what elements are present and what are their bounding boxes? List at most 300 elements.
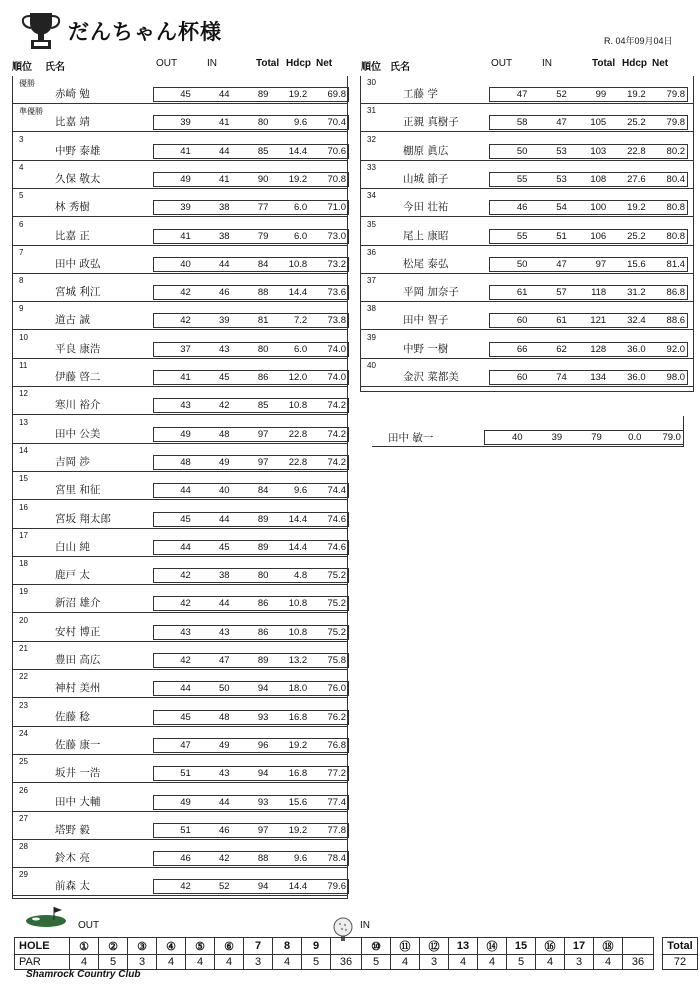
hole-par: 4 xyxy=(215,955,244,970)
hdcp-value: 22.8 xyxy=(288,456,308,468)
hole-number: ⑤ xyxy=(186,938,215,955)
player-row xyxy=(13,585,347,613)
player-row xyxy=(13,784,347,812)
player-row xyxy=(361,359,693,387)
hole-number: ⑪ xyxy=(391,938,420,955)
rank-label: 7 xyxy=(19,247,24,257)
net-score: 76.2 xyxy=(327,711,346,723)
par-label: PAR xyxy=(15,955,70,970)
in-total-header xyxy=(623,938,654,955)
out-score: 42 xyxy=(180,655,191,666)
hdcp-value: 12.0 xyxy=(288,372,308,383)
hdcp-value: 19.2 xyxy=(288,89,308,100)
total-score: 94 xyxy=(257,683,269,695)
out-label: OUT xyxy=(78,920,100,931)
in-score: 38 xyxy=(219,570,230,582)
player-name: 久保 敬太 xyxy=(55,172,101,185)
out-score: 40 xyxy=(180,258,191,270)
hole-number: ① xyxy=(70,938,99,955)
player-name: 塔野 毅 xyxy=(55,823,90,836)
out-score: 37 xyxy=(180,343,191,355)
hdcp-value: 15.6 xyxy=(288,796,308,808)
total-score: 97 xyxy=(257,428,269,440)
hole-par: 5 xyxy=(362,955,391,970)
net-score: 74.2 xyxy=(327,428,346,440)
player-row xyxy=(13,727,347,755)
out-score: 40 xyxy=(512,432,523,443)
hole-par: 5 xyxy=(507,955,536,970)
hole-label: HOLE xyxy=(15,938,70,955)
player-row xyxy=(13,670,347,698)
out-score: 55 xyxy=(516,230,528,242)
rank-label: 16 xyxy=(19,502,28,512)
total-score: 80 xyxy=(257,117,269,129)
header-in: IN xyxy=(542,58,552,69)
score-cells xyxy=(489,200,688,215)
total-score: 77 xyxy=(257,202,269,214)
net-score: 76.0 xyxy=(327,683,346,695)
player-row xyxy=(361,274,693,302)
total-score: 97 xyxy=(257,456,269,468)
hdcp-value: 9.6 xyxy=(293,485,308,497)
rank-label: 26 xyxy=(19,785,28,795)
rank-label: 19 xyxy=(19,587,28,597)
header-in: IN xyxy=(207,58,217,69)
total-score: 94 xyxy=(257,768,269,780)
par-table xyxy=(14,937,698,970)
hdcp-value: 14.4 xyxy=(288,881,308,893)
total-score: 118 xyxy=(591,287,607,299)
total-score: 99 xyxy=(595,89,607,100)
rank-label: 35 xyxy=(367,219,376,229)
score-cells xyxy=(153,370,349,385)
net-score: 77.2 xyxy=(327,768,346,780)
results-list-left xyxy=(12,76,348,899)
rank-label: 29 xyxy=(19,870,28,880)
in-score: 44 xyxy=(219,796,230,808)
hdcp-value: 27.6 xyxy=(627,173,646,185)
hdcp-value: 14.4 xyxy=(288,513,308,525)
player-name: 安村 博正 xyxy=(55,625,101,638)
header-name: 氏名 xyxy=(45,62,65,73)
score-cells xyxy=(153,795,349,810)
player-row xyxy=(13,501,347,529)
in-score: 53 xyxy=(556,145,567,157)
in-score: 52 xyxy=(219,881,230,893)
player-row xyxy=(13,331,347,359)
rank-label: 28 xyxy=(19,842,28,852)
player-row xyxy=(13,868,347,896)
score-cells xyxy=(489,144,688,159)
player-row xyxy=(13,614,347,642)
total-score: 86 xyxy=(257,626,269,638)
hdcp-value: 22.8 xyxy=(627,145,646,157)
score-cells xyxy=(153,455,349,470)
rank-label: 14 xyxy=(19,445,28,455)
score-cells xyxy=(153,115,349,130)
score-cells xyxy=(153,625,349,640)
player-row xyxy=(13,557,347,585)
score-cells xyxy=(153,313,349,328)
score-cells xyxy=(153,200,349,215)
player-name: 神村 美州 xyxy=(55,682,101,695)
player-row xyxy=(361,189,693,217)
out-score: 50 xyxy=(516,145,528,157)
net-score: 73.2 xyxy=(327,258,346,270)
player-row xyxy=(13,274,347,302)
hdcp-value: 25.2 xyxy=(627,230,646,242)
hdcp-value: 22.8 xyxy=(288,428,308,440)
hdcp-value: 6.0 xyxy=(293,343,308,355)
net-score: 70.6 xyxy=(327,145,346,157)
score-cells xyxy=(153,766,349,781)
player-name: 宮坂 翔太郎 xyxy=(55,512,111,525)
extra-player-row xyxy=(372,428,684,447)
hdcp-value: 16.8 xyxy=(288,711,308,723)
total-score: 85 xyxy=(257,145,269,157)
in-score: 45 xyxy=(219,541,230,553)
header-total: Total xyxy=(256,58,280,69)
player-row xyxy=(13,444,347,472)
out-score: 41 xyxy=(180,372,191,383)
total-score: 128 xyxy=(590,343,607,355)
hdcp-value: 13.2 xyxy=(288,655,308,666)
player-row xyxy=(13,387,347,415)
in-score: 51 xyxy=(556,230,567,242)
net-score: 75.2 xyxy=(327,626,346,638)
net-score: 74.0 xyxy=(327,343,346,355)
out-score: 58 xyxy=(516,117,528,129)
total-score: 93 xyxy=(257,796,269,808)
in-score: 57 xyxy=(556,287,567,299)
in-score: 38 xyxy=(219,202,230,214)
hole-number: 15 xyxy=(507,938,536,955)
score-cells xyxy=(153,653,349,668)
out-score: 43 xyxy=(180,400,191,412)
net-score: 74.2 xyxy=(327,400,346,412)
player-row xyxy=(13,218,347,246)
in-score: 61 xyxy=(556,315,567,327)
hole-par: 3 xyxy=(128,955,157,970)
total-score: 121 xyxy=(590,315,607,327)
player-name: 道古 誠 xyxy=(55,314,90,327)
header-net: Net xyxy=(652,58,669,69)
hole-par: 4 xyxy=(186,955,215,970)
out-score: 47 xyxy=(516,89,528,100)
total-score: 105 xyxy=(590,117,607,129)
net-score: 98.0 xyxy=(666,372,686,383)
in-score: 44 xyxy=(219,598,230,610)
in-score: 43 xyxy=(219,343,230,355)
hole-par: 4 xyxy=(273,955,302,970)
rank-label: 38 xyxy=(367,304,376,314)
score-cells xyxy=(153,681,349,696)
score-cells xyxy=(489,87,688,102)
hdcp-value: 19.2 xyxy=(627,202,646,214)
out-score: 55 xyxy=(516,173,528,185)
net-score: 74.6 xyxy=(327,541,346,553)
hdcp-value: 6.0 xyxy=(293,202,308,214)
player-name: 吉岡 渉 xyxy=(55,455,90,468)
player-row xyxy=(13,699,347,727)
score-cells xyxy=(153,483,349,498)
net-score: 75.2 xyxy=(327,570,346,582)
player-row xyxy=(361,76,693,104)
out-score: 60 xyxy=(516,372,528,383)
hole-par: 4 xyxy=(157,955,186,970)
player-name: 比嘉 正 xyxy=(55,229,90,242)
in-score: 49 xyxy=(219,739,230,751)
player-name: 豊田 高広 xyxy=(55,654,101,666)
hole-number: 17 xyxy=(565,938,594,955)
in-score: 47 xyxy=(556,258,567,270)
player-name: 伊藤 啓二 xyxy=(55,371,101,383)
player-name: 平良 康浩 xyxy=(55,342,101,355)
out-score: 60 xyxy=(516,315,528,327)
event-date: R. 04年09月04日 xyxy=(604,36,673,46)
score-cells xyxy=(153,851,349,866)
player-name: 金沢 菜都美 xyxy=(403,371,459,383)
hole-par: 4 xyxy=(594,955,623,970)
total-score: 89 xyxy=(257,513,269,525)
net-score: 78.4 xyxy=(327,853,346,865)
rank-label: 40 xyxy=(367,361,376,370)
net-score: 79.6 xyxy=(327,881,346,893)
rank-label: 24 xyxy=(19,728,28,738)
rank-label: 15 xyxy=(19,474,28,484)
player-row xyxy=(13,76,347,104)
rank-label: 36 xyxy=(367,247,376,257)
hdcp-value: 10.8 xyxy=(288,598,308,610)
player-row xyxy=(361,246,693,274)
player-row xyxy=(13,529,347,557)
rank-label: 22 xyxy=(19,672,28,682)
total-score: 89 xyxy=(257,541,269,553)
out-score: 47 xyxy=(180,739,191,751)
net-score: 86.8 xyxy=(666,287,686,299)
hole-par: 5 xyxy=(302,955,331,970)
net-score: 74.2 xyxy=(327,456,346,468)
header-rank: 順位 xyxy=(361,62,381,73)
player-name: 白山 純 xyxy=(55,540,90,553)
rank-label: 5 xyxy=(19,191,24,201)
net-score: 81.4 xyxy=(666,258,686,270)
hdcp-value: 9.6 xyxy=(293,117,308,129)
total-score: 100 xyxy=(590,202,607,214)
net-score: 77.4 xyxy=(327,796,346,808)
rank-label: 27 xyxy=(19,813,28,823)
net-score: 71.0 xyxy=(327,202,346,214)
score-cells xyxy=(489,342,688,357)
player-name: 山城 節子 xyxy=(403,172,449,185)
hole-number: ⑭ xyxy=(478,938,507,955)
player-row xyxy=(13,416,347,444)
hole-number: ⑩ xyxy=(362,938,391,955)
in-score: 39 xyxy=(551,432,563,443)
total-score: 88 xyxy=(257,853,269,865)
hdcp-value: 10.8 xyxy=(288,400,308,412)
net-score: 73.0 xyxy=(327,230,346,242)
net-score: 80.2 xyxy=(666,145,686,157)
out-score: 50 xyxy=(516,258,528,270)
hdcp-value: 0.0 xyxy=(628,432,642,443)
net-score: 92.0 xyxy=(666,343,686,355)
out-score: 44 xyxy=(180,541,191,553)
score-cells xyxy=(153,540,349,555)
out-score: 41 xyxy=(180,145,191,157)
rank-label: 4 xyxy=(19,162,24,172)
header-name: 氏名 xyxy=(390,62,410,73)
out-score: 49 xyxy=(180,796,191,808)
hdcp-value: 25.2 xyxy=(627,117,646,129)
hdcp-value: 19.2 xyxy=(288,824,308,836)
hole-number: ⑥ xyxy=(215,938,244,955)
golf-green-icon xyxy=(24,906,68,928)
score-cells xyxy=(153,568,349,583)
in-score: 44 xyxy=(219,513,230,525)
player-row xyxy=(13,472,347,500)
in-score: 43 xyxy=(219,768,230,780)
header-rank: 順位 xyxy=(12,62,32,73)
rank-label: 13 xyxy=(19,417,28,427)
hdcp-value: 15.6 xyxy=(627,258,646,270)
total-score: 86 xyxy=(257,372,269,383)
player-row xyxy=(361,133,693,161)
total-score: 134 xyxy=(590,372,607,383)
player-name: 田中 公美 xyxy=(55,427,101,440)
rank-label: 21 xyxy=(19,644,28,653)
score-cells xyxy=(153,342,349,357)
in-score: 41 xyxy=(219,117,230,129)
out-score: 49 xyxy=(180,428,191,440)
score-cells xyxy=(489,172,688,187)
out-score: 46 xyxy=(516,202,528,214)
rank-label: 34 xyxy=(367,191,376,201)
total-score: 89 xyxy=(257,89,269,100)
in-score: 42 xyxy=(219,400,230,412)
player-name: 比嘉 靖 xyxy=(55,116,90,129)
net-score: 80.4 xyxy=(666,173,686,185)
player-name: 鹿戸 太 xyxy=(55,569,90,582)
total-score: 90 xyxy=(257,173,269,185)
total-label: Total xyxy=(663,938,698,955)
score-cells xyxy=(153,144,349,159)
net-score: 76.8 xyxy=(327,739,346,751)
in-score: 46 xyxy=(219,287,230,299)
hole-number: 7 xyxy=(244,938,273,955)
rank-label: 11 xyxy=(19,361,28,370)
net-score: 79.8 xyxy=(666,117,686,129)
total-score: 97 xyxy=(257,824,269,836)
out-score: 48 xyxy=(180,456,191,468)
total-score: 103 xyxy=(590,145,607,157)
hdcp-value: 4.8 xyxy=(293,570,308,582)
out-score: 45 xyxy=(180,89,191,100)
total-score: 97 xyxy=(595,258,607,270)
player-name: 田中 大輔 xyxy=(55,795,101,808)
results-list-right xyxy=(360,76,694,392)
net-score: 74.4 xyxy=(327,485,346,497)
rank-label: 31 xyxy=(367,106,376,116)
rank-label: 9 xyxy=(19,304,24,314)
total-score: 80 xyxy=(257,570,269,582)
score-cells xyxy=(489,285,688,300)
hole-par: 4 xyxy=(391,955,420,970)
total-score: 88 xyxy=(257,287,269,299)
player-name: 正親 真樹子 xyxy=(403,116,459,129)
score-cells xyxy=(489,115,688,130)
out-score: 61 xyxy=(516,287,528,299)
player-name: 鈴木 亮 xyxy=(55,852,90,865)
player-name: 田中 智子 xyxy=(403,314,449,327)
score-cells xyxy=(153,710,349,725)
rank-label: 3 xyxy=(19,134,24,144)
in-score: 40 xyxy=(219,485,230,497)
in-score: 38 xyxy=(219,230,230,242)
score-cells xyxy=(153,512,349,527)
hole-number: 9 xyxy=(302,938,331,955)
player-name: 佐藤 稔 xyxy=(55,710,90,723)
hdcp-value: 6.0 xyxy=(293,230,308,242)
net-score: 75.2 xyxy=(327,598,346,610)
in-score: 52 xyxy=(556,89,567,100)
out-score: 39 xyxy=(180,117,191,129)
score-cells xyxy=(489,370,688,385)
player-name: 佐藤 康一 xyxy=(55,738,101,751)
player-row xyxy=(361,104,693,132)
player-row xyxy=(13,133,347,161)
hole-number: ③ xyxy=(128,938,157,955)
rank-label: 39 xyxy=(367,332,376,342)
in-score: 50 xyxy=(219,683,230,695)
hdcp-value: 7.2 xyxy=(293,315,308,327)
total-score: 94 xyxy=(257,881,269,893)
net-score: 70.8 xyxy=(327,173,346,185)
player-row xyxy=(13,302,347,330)
out-score: 46 xyxy=(180,853,191,865)
out-score: 42 xyxy=(180,598,191,610)
in-score: 41 xyxy=(219,173,230,185)
rank-label: 25 xyxy=(19,757,28,767)
net-score: 80.8 xyxy=(666,202,686,214)
player-name: 尾上 康昭 xyxy=(403,229,449,242)
total-score: 89 xyxy=(257,655,269,666)
score-cells xyxy=(489,229,688,244)
player-name: 田中 敏一 xyxy=(388,432,434,444)
player-name: 田中 政弘 xyxy=(55,257,101,270)
rank-label: 18 xyxy=(19,559,28,569)
out-score: 45 xyxy=(180,711,191,723)
hole-par: 3 xyxy=(565,955,594,970)
header-hdcp: Hdcp xyxy=(286,58,311,69)
player-row xyxy=(13,359,347,387)
total-score: 84 xyxy=(257,258,269,270)
out-score: 42 xyxy=(180,881,191,893)
in-score: 62 xyxy=(556,343,567,355)
in-score: 45 xyxy=(219,372,230,383)
player-name: 宮城 利江 xyxy=(55,286,101,299)
header-net: Net xyxy=(316,58,333,69)
net-score: 75.8 xyxy=(327,655,346,666)
total-score: 80 xyxy=(257,343,269,355)
out-score: 42 xyxy=(180,315,191,327)
in-score: 43 xyxy=(219,626,230,638)
hole-par: 4 xyxy=(478,955,507,970)
net-score: 73.8 xyxy=(327,315,346,327)
in-score: 44 xyxy=(219,258,230,270)
page-title: だんちゃん杯様 xyxy=(68,20,222,44)
header-out: OUT xyxy=(491,58,513,69)
